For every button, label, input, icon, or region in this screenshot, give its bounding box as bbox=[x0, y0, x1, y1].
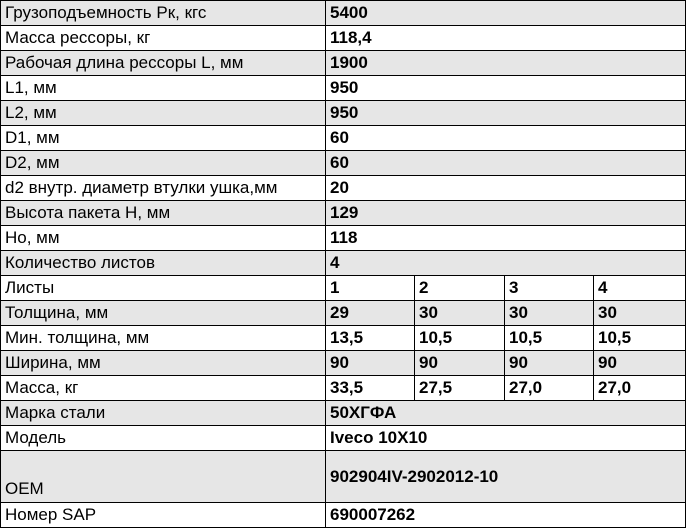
spec-value: 902904IV-2902012-10 bbox=[326, 451, 686, 503]
spec-value: 4 bbox=[326, 251, 686, 276]
spec-row bbox=[1, 51, 686, 76]
leaves-row-label: Мин. толщина, мм bbox=[1, 326, 326, 351]
leaves-header-label: Листы bbox=[1, 276, 326, 301]
spec-label: Масса рессоры, кг bbox=[1, 26, 326, 51]
spec-value: Iveco 10X10 bbox=[326, 426, 686, 451]
spec-label: Высота пакета H, мм bbox=[1, 201, 326, 226]
leaf-value: 10,5 bbox=[594, 326, 686, 351]
spec-value: 690007262 bbox=[326, 503, 686, 528]
spec-value: 5400 bbox=[326, 1, 686, 26]
spec-row bbox=[1, 126, 686, 151]
leaf-number: 2 bbox=[415, 276, 505, 301]
spec-row bbox=[1, 401, 686, 426]
spec-label: Грузоподъемность Pк, кгс bbox=[1, 1, 326, 26]
spec-label: Количество листов bbox=[1, 251, 326, 276]
leaf-value: 90 bbox=[326, 351, 415, 376]
leaves-row-label: Толщина, мм bbox=[1, 301, 326, 326]
spec-label: L2, мм bbox=[1, 101, 326, 126]
leaf-value: 90 bbox=[505, 351, 594, 376]
spec-row bbox=[1, 503, 686, 528]
spec-value: 950 bbox=[326, 76, 686, 101]
spec-row bbox=[1, 201, 686, 226]
spec-row bbox=[1, 426, 686, 451]
leaf-value: 29 bbox=[326, 301, 415, 326]
leaves-row bbox=[1, 376, 686, 401]
leaves-row-label: Ширина, мм bbox=[1, 351, 326, 376]
leaves-row bbox=[1, 326, 686, 351]
spec-label: D2, мм bbox=[1, 151, 326, 176]
spec-label: Рабочая длина рессоры L, мм bbox=[1, 51, 326, 76]
spec-row bbox=[1, 251, 686, 276]
spec-row bbox=[1, 176, 686, 201]
leaf-value: 90 bbox=[415, 351, 505, 376]
leaves-row-label: Масса, кг bbox=[1, 376, 326, 401]
spec-value: 60 bbox=[326, 126, 686, 151]
leaf-value: 30 bbox=[415, 301, 505, 326]
spec-value: 60 bbox=[326, 151, 686, 176]
spec-label: OEM bbox=[1, 451, 326, 503]
spec-row bbox=[1, 151, 686, 176]
spec-value: 20 bbox=[326, 176, 686, 201]
leaves-header-row bbox=[1, 276, 686, 301]
leaf-value: 90 bbox=[594, 351, 686, 376]
leaf-value: 13,5 bbox=[326, 326, 415, 351]
spec-row bbox=[1, 451, 686, 503]
spec-row bbox=[1, 26, 686, 51]
leaves-row bbox=[1, 301, 686, 326]
spec-label: Модель bbox=[1, 426, 326, 451]
spec-row bbox=[1, 226, 686, 251]
leaf-value: 27,0 bbox=[594, 376, 686, 401]
spec-value: 1900 bbox=[326, 51, 686, 76]
spec-value: 129 bbox=[326, 201, 686, 226]
leaves-row bbox=[1, 351, 686, 376]
leaf-number: 1 bbox=[326, 276, 415, 301]
spec-label: L1, мм bbox=[1, 76, 326, 101]
spec-row bbox=[1, 1, 686, 26]
spec-row bbox=[1, 76, 686, 101]
spec-value: 950 bbox=[326, 101, 686, 126]
leaf-value: 30 bbox=[594, 301, 686, 326]
leaf-number: 4 bbox=[594, 276, 686, 301]
spec-row bbox=[1, 101, 686, 126]
spec-label: D1, мм bbox=[1, 126, 326, 151]
spec-table-body bbox=[1, 1, 686, 528]
spec-value: 118 bbox=[326, 226, 686, 251]
spec-value: 50ХГФА bbox=[326, 401, 686, 426]
spec-value: 118,4 bbox=[326, 26, 686, 51]
leaf-value: 10,5 bbox=[505, 326, 594, 351]
leaf-value: 10,5 bbox=[415, 326, 505, 351]
leaf-value: 33,5 bbox=[326, 376, 415, 401]
spec-label: Номер SAP bbox=[1, 503, 326, 528]
spec-label: Марка стали bbox=[1, 401, 326, 426]
leaf-value: 27,0 bbox=[505, 376, 594, 401]
leaf-value: 30 bbox=[505, 301, 594, 326]
leaf-number: 3 bbox=[505, 276, 594, 301]
spec-label: d2 внутр. диаметр втулки ушка,мм bbox=[1, 176, 326, 201]
leaf-value: 27,5 bbox=[415, 376, 505, 401]
spec-label: Ho, мм bbox=[1, 226, 326, 251]
